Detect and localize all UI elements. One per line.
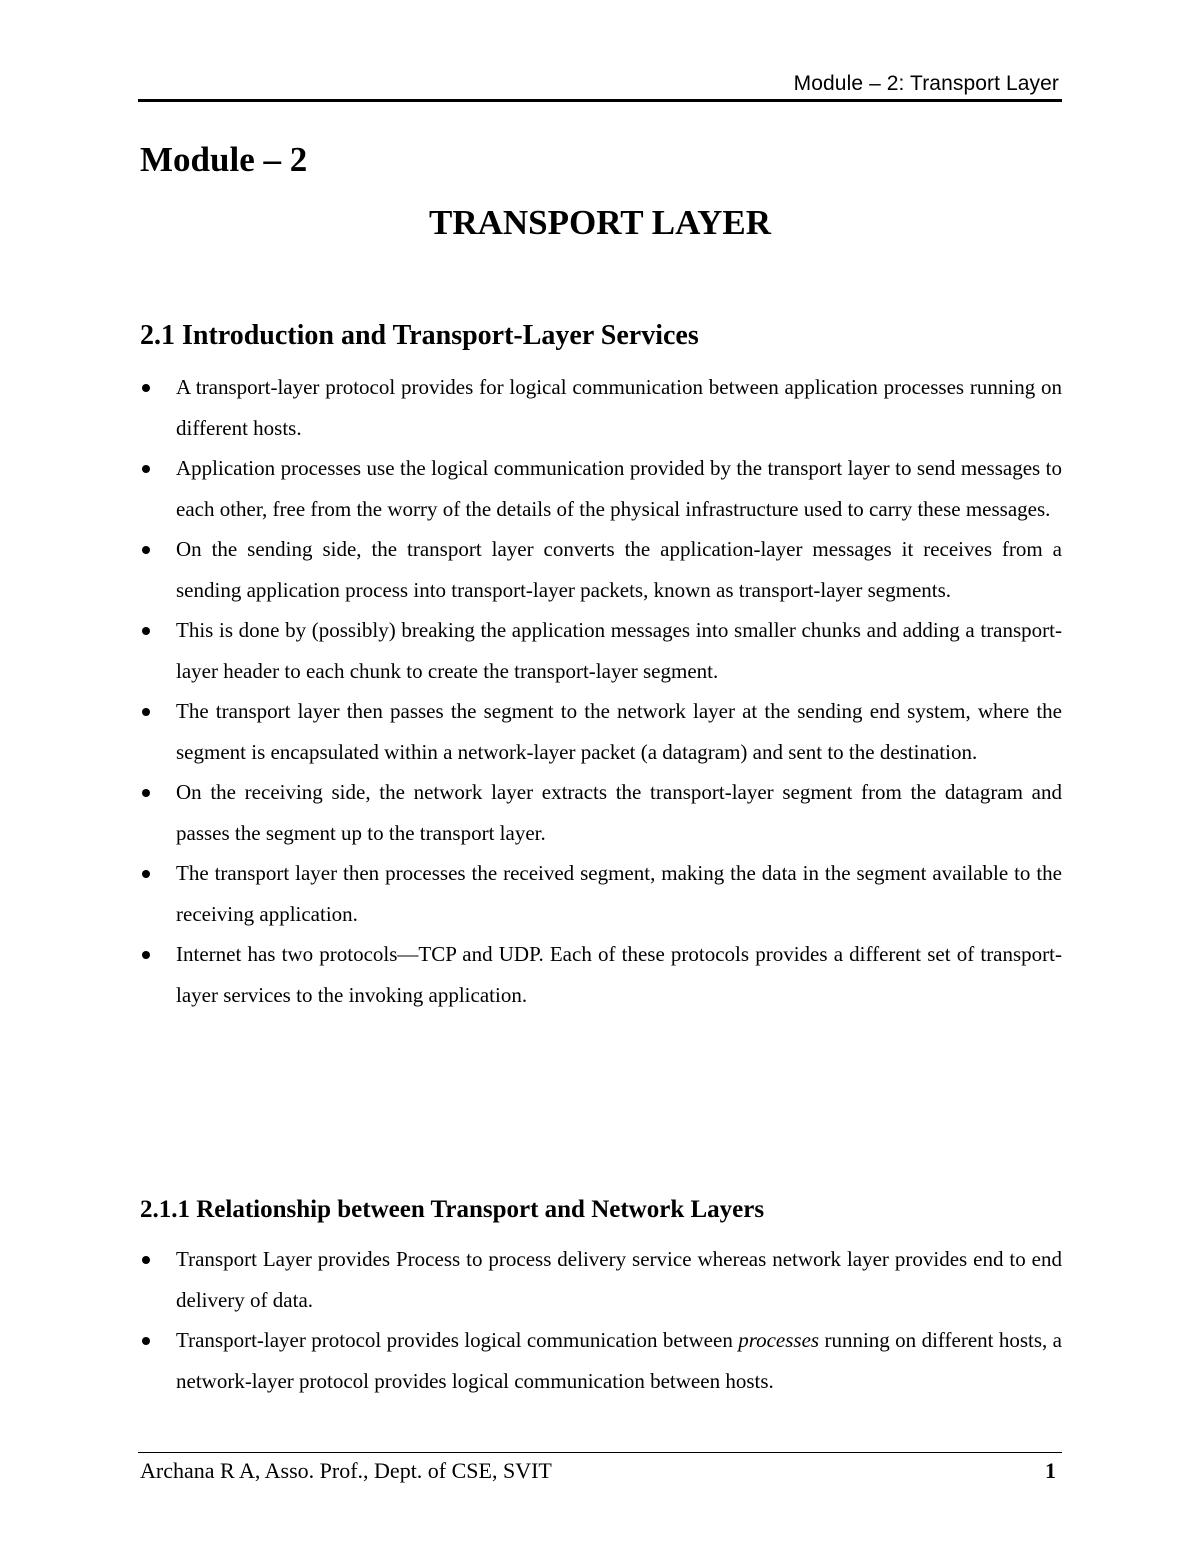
- list-item: The transport layer then passes the segment to the network layer at the sending end system, where the segment is encapsulated within a network-layer packet (a datagram) and sent to the destination.: [140, 691, 1062, 772]
- section-2-1-bullet-list: [140, 367, 1062, 1015]
- list-item-text: Transport-layer protocol provides logical communication between: [176, 1328, 739, 1352]
- list-item: The transport layer then processes the received segment, making the data in the segment available to the receiving application.: [140, 853, 1062, 934]
- footer-divider: [138, 1452, 1062, 1453]
- module-title: Module – 2: [140, 140, 308, 179]
- section-heading-2-1-1: 2.1.1 Relationship between Transport and Network Layers: [140, 1196, 765, 1223]
- list-item: A transport-layer protocol provides for logical communication between application processes running on different hosts.: [140, 367, 1062, 448]
- list-item: On the sending side, the transport layer converts the application-layer messages it receives from a sending application process into transport-layer packets, known as transport-layer segments.: [140, 529, 1062, 610]
- section-heading-2-1: 2.1 Introduction and Transport-Layer Services: [140, 320, 699, 351]
- running-header: Module – 2: Transport Layer: [793, 72, 1059, 95]
- list-item: Application processes use the logical communication provided by the transport layer to send messages to each other, free from the worry of the details of the physical infrastructure used to carry these messages.: [140, 448, 1062, 529]
- emphasized-term: processes: [738, 1328, 820, 1352]
- list-item: [140, 1320, 1062, 1401]
- section-2-1-1-bullet-list: [140, 1239, 1062, 1401]
- chapter-title: TRANSPORT LAYER: [428, 203, 772, 242]
- list-item-text: running on different hosts, a network-layer protocol provides logical communication between hosts.: [176, 1328, 1062, 1393]
- footer-author: Archana R A, Asso. Prof., Dept. of CSE, SVIT: [140, 1458, 552, 1483]
- page-number: 1: [1045, 1458, 1056, 1483]
- list-item: On the receiving side, the network layer extracts the transport-layer segment from the datagram and passes the segment up to the transport layer.: [140, 772, 1062, 853]
- list-item: Internet has two protocols—TCP and UDP. Each of these protocols provides a different set of transport-layer services to the invoking application.: [140, 934, 1062, 1015]
- header-divider: [138, 99, 1062, 102]
- list-item: This is done by (possibly) breaking the application messages into smaller chunks and adding a transport-layer header to each chunk to create the transport-layer segment.: [140, 610, 1062, 691]
- list-item: Transport Layer provides Process to process delivery service whereas network layer provides end to end delivery of data.: [140, 1239, 1062, 1320]
